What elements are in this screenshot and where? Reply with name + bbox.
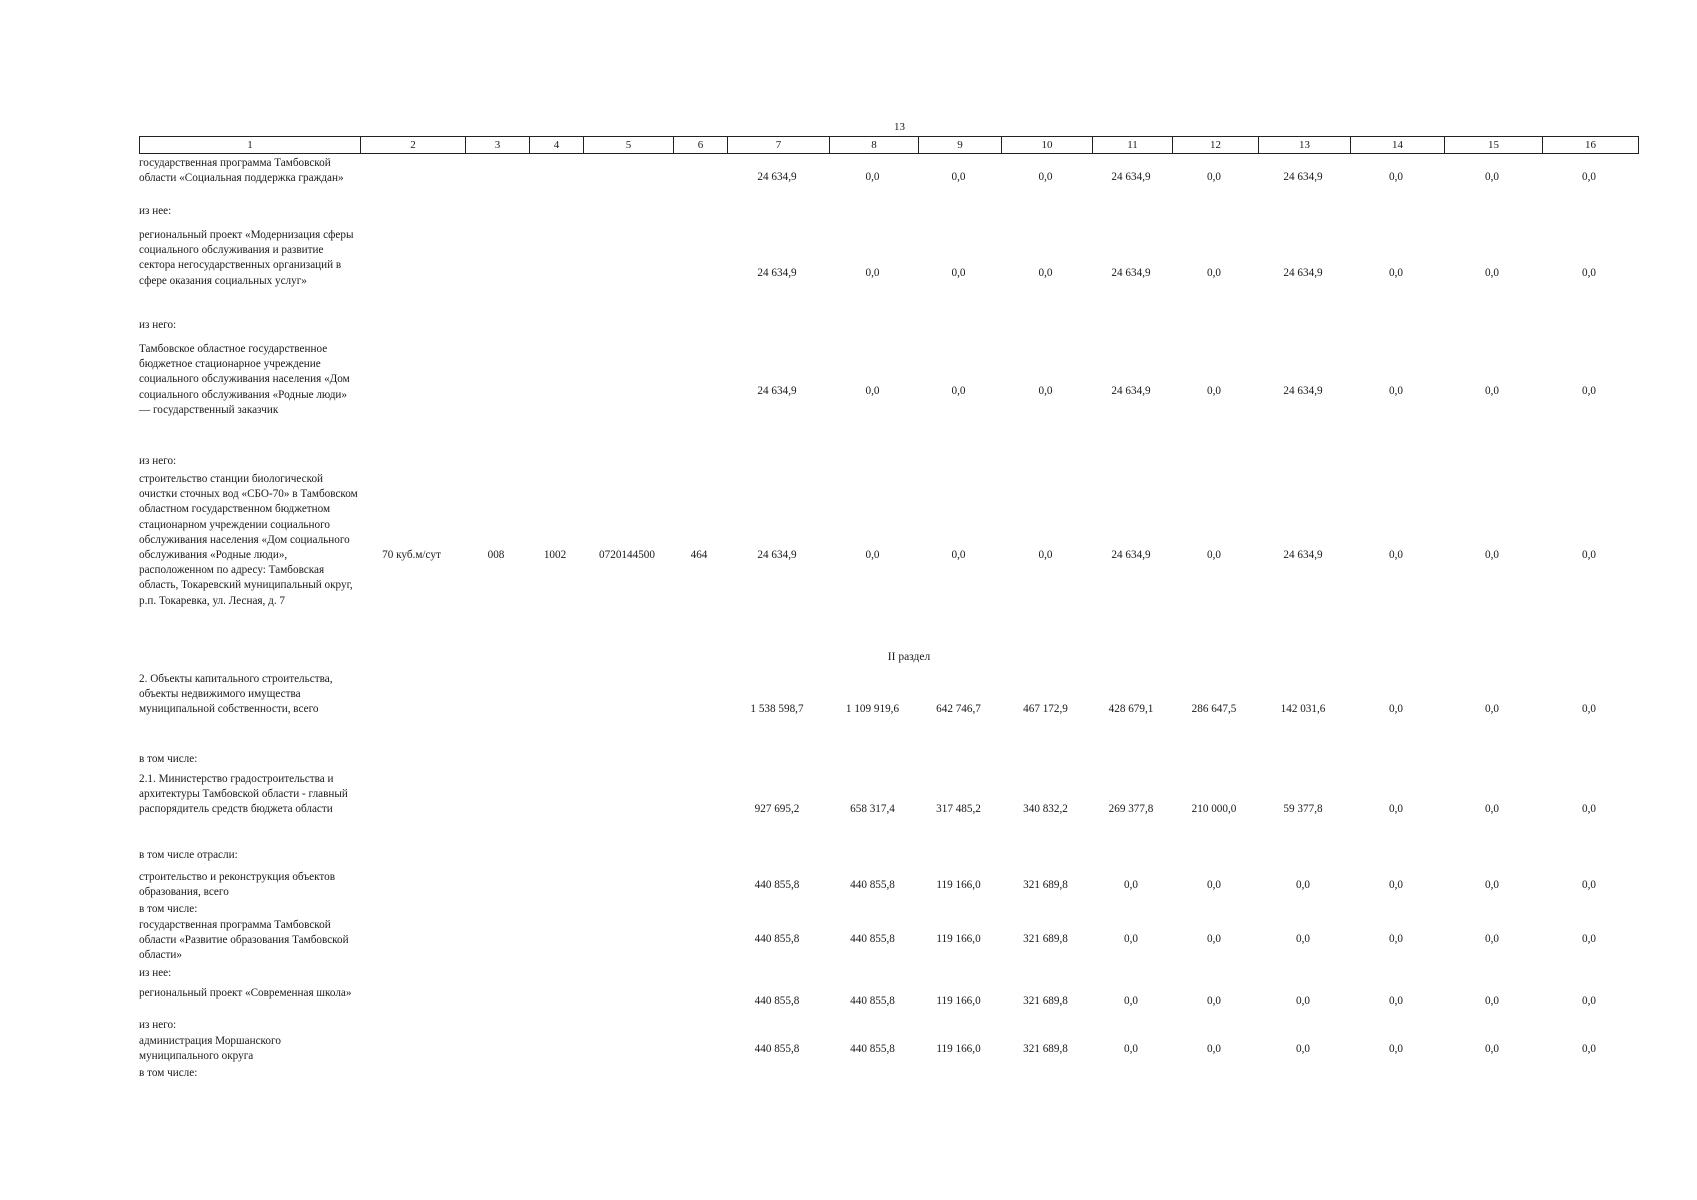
- cell-col-5: 0720144500: [599, 549, 655, 561]
- cell-col-10: 0,0: [1038, 385, 1053, 397]
- cell-col-11: 24 634,9: [1111, 267, 1151, 279]
- cell-col-7: 1 538 598,7: [750, 703, 804, 715]
- table-row: [139, 1034, 1639, 1066]
- cell-col-10: 340 832,2: [1023, 803, 1068, 815]
- cell-col-12: 0,0: [1207, 933, 1221, 945]
- cell-col-13: 0,0: [1296, 995, 1310, 1007]
- cell-col-14: 0,0: [1389, 703, 1403, 715]
- cell-col-14: 0,0: [1389, 385, 1403, 397]
- cell-col-8: 1 109 919,6: [845, 703, 900, 715]
- cell-col-9: 119 166,0: [936, 879, 981, 891]
- table-row: [139, 472, 1639, 650]
- cell-col-7: 24 634,9: [757, 549, 797, 561]
- cell-col-16: 0,0: [1582, 1043, 1596, 1055]
- row-label: региональный проект «Современная школа»: [139, 987, 352, 999]
- cell-col-9: 642 746,7: [936, 703, 981, 715]
- cell-col-8: 0,0: [865, 385, 880, 397]
- cell-col-8: 0,0: [865, 549, 880, 561]
- cell-col-14: 0,0: [1389, 1043, 1403, 1055]
- row-label: администрация Моршанского муниципального округа: [139, 1035, 281, 1063]
- cell-col-10: 321 689,8: [1023, 879, 1068, 891]
- row-label: строительство станции биологической очистки сточных вод «СБО-70» в Тамбовском областном государственном бюджетном стационарном учреждении социального обслуживания населения «Дом социального обслуживания «Родные люди», расположенном по адресу: Тамбовская область, Токаревский муниципальный округ, р.п. Токаревка, ул. Лесная, д. 7: [139, 473, 358, 607]
- row-label: из него:: [139, 319, 177, 331]
- cell-col-11: 269 377,8: [1108, 803, 1154, 815]
- row-label: из нее:: [139, 205, 172, 217]
- table-row: [139, 902, 1639, 918]
- cell-col-13: 24 634,9: [1283, 385, 1323, 397]
- cell-col-15: 0,0: [1485, 171, 1499, 183]
- cell-col-14: 0,0: [1389, 879, 1403, 891]
- cell-col-9: 0,0: [951, 267, 966, 279]
- cell-col-10: 0,0: [1038, 549, 1053, 561]
- cell-col-7: 927 695,2: [754, 803, 800, 815]
- cell-col-4: 1002: [543, 549, 567, 561]
- cell-col-10: 467 172,9: [1023, 703, 1068, 715]
- row-label: в том числе:: [139, 903, 198, 915]
- cell-col-16: 0,0: [1582, 385, 1596, 397]
- table-row: [139, 318, 1639, 342]
- section-heading-row: [139, 650, 1639, 672]
- cell-col-11: 24 634,9: [1111, 549, 1151, 561]
- table-row: [139, 204, 1639, 228]
- section-title: II раздел: [887, 651, 931, 663]
- cell-col-7: 440 855,8: [754, 1043, 800, 1055]
- cell-col-15: 0,0: [1485, 1043, 1499, 1055]
- cell-col-16: 0,0: [1582, 933, 1596, 945]
- cell-col-13: 24 634,9: [1283, 267, 1323, 279]
- cell-col-8: 440 855,8: [850, 879, 895, 891]
- cell-col-11: 0,0: [1124, 879, 1138, 891]
- cell-col-6: 464: [690, 549, 708, 561]
- cell-col-8: 440 855,8: [850, 1043, 895, 1055]
- row-label: в том числе:: [139, 1067, 198, 1079]
- table-row: [139, 672, 1639, 752]
- header-cell-15: 15: [1444, 137, 1542, 153]
- header-cell-2: 2: [360, 137, 465, 153]
- header-cell-13: 13: [1258, 137, 1350, 153]
- cell-col-12: 0,0: [1207, 267, 1221, 279]
- page-number: 13: [894, 121, 905, 133]
- cell-col-12: 0,0: [1207, 549, 1221, 561]
- cell-col-14: 0,0: [1389, 803, 1403, 815]
- header-cell-11: 11: [1092, 137, 1172, 153]
- cell-col-2: 70 куб.м/сут: [382, 549, 441, 561]
- cell-col-7: 440 855,8: [754, 995, 800, 1007]
- cell-col-8: 0,0: [865, 267, 880, 279]
- row-label: из него:: [139, 1019, 177, 1031]
- table-row: [139, 918, 1639, 966]
- cell-col-7: 440 855,8: [754, 879, 800, 891]
- cell-col-13: 24 634,9: [1283, 171, 1323, 183]
- cell-col-13: 59 377,8: [1283, 803, 1323, 815]
- cell-col-16: 0,0: [1582, 803, 1596, 815]
- row-label: 2. Объекты капитального строительства, объекты недвижимого имущества муниципальной собственности, всего: [139, 673, 333, 716]
- cell-col-9: 0,0: [951, 385, 966, 397]
- row-label: из нее:: [139, 967, 172, 979]
- cell-col-13: 142 031,6: [1280, 703, 1326, 715]
- cell-col-13: 0,0: [1296, 1043, 1310, 1055]
- cell-col-15: 0,0: [1485, 549, 1499, 561]
- cell-col-16: 0,0: [1582, 267, 1596, 279]
- cell-col-13: 0,0: [1296, 933, 1310, 945]
- cell-col-10: 0,0: [1038, 267, 1053, 279]
- cell-col-7: 24 634,9: [757, 171, 797, 183]
- cell-col-15: 0,0: [1485, 803, 1499, 815]
- table-row: [139, 1018, 1639, 1034]
- cell-col-15: 0,0: [1485, 933, 1499, 945]
- cell-col-11: 428 679,1: [1108, 703, 1154, 715]
- table-row: [139, 986, 1639, 1018]
- cell-col-10: 321 689,8: [1023, 1043, 1068, 1055]
- cell-col-12: 0,0: [1207, 1043, 1221, 1055]
- cell-col-15: 0,0: [1485, 385, 1499, 397]
- table-header-row: [139, 136, 1639, 154]
- header-cell-9: 9: [918, 137, 1001, 153]
- row-label: в том числе:: [139, 753, 198, 765]
- header-cell-8: 8: [829, 137, 918, 153]
- cell-col-14: 0,0: [1389, 933, 1403, 945]
- row-label: в том числе отрасли:: [139, 849, 238, 861]
- cell-col-12: 0,0: [1207, 171, 1221, 183]
- cell-col-10: 321 689,8: [1023, 995, 1068, 1007]
- header-cell-1: 1: [247, 139, 253, 151]
- cell-col-11: 0,0: [1124, 995, 1138, 1007]
- cell-col-15: 0,0: [1485, 703, 1499, 715]
- cell-col-12: 286 647,5: [1191, 703, 1237, 715]
- cell-col-9: 119 166,0: [936, 1043, 981, 1055]
- table-row: [139, 1066, 1639, 1084]
- cell-col-7: 24 634,9: [757, 385, 797, 397]
- cell-col-14: 0,0: [1389, 267, 1403, 279]
- cell-col-16: 0,0: [1582, 549, 1596, 561]
- cell-col-15: 0,0: [1485, 267, 1499, 279]
- cell-col-7: 440 855,8: [754, 933, 800, 945]
- row-label: из него:: [139, 455, 177, 467]
- cell-col-14: 0,0: [1389, 995, 1403, 1007]
- cell-col-14: 0,0: [1389, 549, 1403, 561]
- cell-col-12: 0,0: [1207, 995, 1221, 1007]
- cell-col-11: 24 634,9: [1111, 171, 1151, 183]
- table-row: [139, 454, 1639, 472]
- cell-col-8: 440 855,8: [850, 933, 895, 945]
- row-label: региональный проект «Модернизация сферы социального обслуживания и развитие сектора негосударственных организаций в сфере оказания социальных услуг»: [139, 229, 354, 287]
- header-cell-7: 7: [727, 137, 829, 153]
- cell-col-7: 24 634,9: [757, 267, 797, 279]
- header-cell-10: 10: [1001, 137, 1092, 153]
- cell-col-8: 440 855,8: [850, 995, 895, 1007]
- cell-col-3: 008: [487, 549, 505, 561]
- row-label: государственная программа Тамбовской области «Социальная поддержка граждан»: [139, 157, 344, 185]
- cell-col-16: 0,0: [1582, 171, 1596, 183]
- table-row: [139, 848, 1639, 870]
- cell-col-11: 0,0: [1124, 1043, 1138, 1055]
- cell-col-12: 210 000,0: [1191, 803, 1237, 815]
- cell-col-10: 321 689,8: [1023, 933, 1068, 945]
- cell-col-16: 0,0: [1582, 703, 1596, 715]
- header-cell-16: 16: [1542, 137, 1638, 153]
- header-cell-12: 12: [1172, 137, 1258, 153]
- cell-col-14: 0,0: [1389, 171, 1403, 183]
- header-cell-14: 14: [1350, 137, 1444, 153]
- cell-col-13: 24 634,9: [1283, 549, 1323, 561]
- row-label: государственная программа Тамбовской области «Развитие образования Тамбовской области»: [139, 919, 349, 962]
- row-label: 2.1. Министерство градостроительства и архитектуры Тамбовской области - главный распорядитель средств бюджета области: [139, 773, 348, 816]
- cell-col-15: 0,0: [1485, 995, 1499, 1007]
- cell-col-9: 119 166,0: [936, 995, 981, 1007]
- row-label: строительство и реконструкция объектов образования, всего: [139, 871, 335, 899]
- cell-col-8: 0,0: [865, 171, 880, 183]
- cell-col-9: 317 485,2: [936, 803, 981, 815]
- cell-col-11: 24 634,9: [1111, 385, 1151, 397]
- cell-col-11: 0,0: [1124, 933, 1138, 945]
- cell-col-16: 0,0: [1582, 995, 1596, 1007]
- cell-col-13: 0,0: [1296, 879, 1310, 891]
- cell-col-12: 0,0: [1207, 385, 1221, 397]
- cell-col-8: 658 317,4: [850, 803, 895, 815]
- table-row: [139, 966, 1639, 986]
- cell-col-9: 0,0: [951, 549, 966, 561]
- header-cell-4: 4: [529, 137, 583, 153]
- table-row: [139, 156, 1639, 204]
- row-label: Тамбовское областное государственное бюджетное стационарное учреждение социального обслуживания населения «Дом социального обслуживания «Родные люди» — государственный заказчик: [139, 343, 350, 416]
- table-row: [139, 342, 1639, 454]
- header-cell-6: 6: [673, 137, 727, 153]
- table-row: [139, 870, 1639, 902]
- cell-col-10: 0,0: [1038, 171, 1053, 183]
- cell-col-15: 0,0: [1485, 879, 1499, 891]
- table-row: [139, 772, 1639, 848]
- table-row: [139, 228, 1639, 318]
- header-cell-5: 5: [583, 137, 673, 153]
- cell-col-9: 119 166,0: [936, 933, 981, 945]
- header-cell-3: 3: [465, 137, 529, 153]
- cell-col-16: 0,0: [1582, 879, 1596, 891]
- cell-col-12: 0,0: [1207, 879, 1221, 891]
- cell-col-9: 0,0: [951, 171, 966, 183]
- table-row: [139, 752, 1639, 772]
